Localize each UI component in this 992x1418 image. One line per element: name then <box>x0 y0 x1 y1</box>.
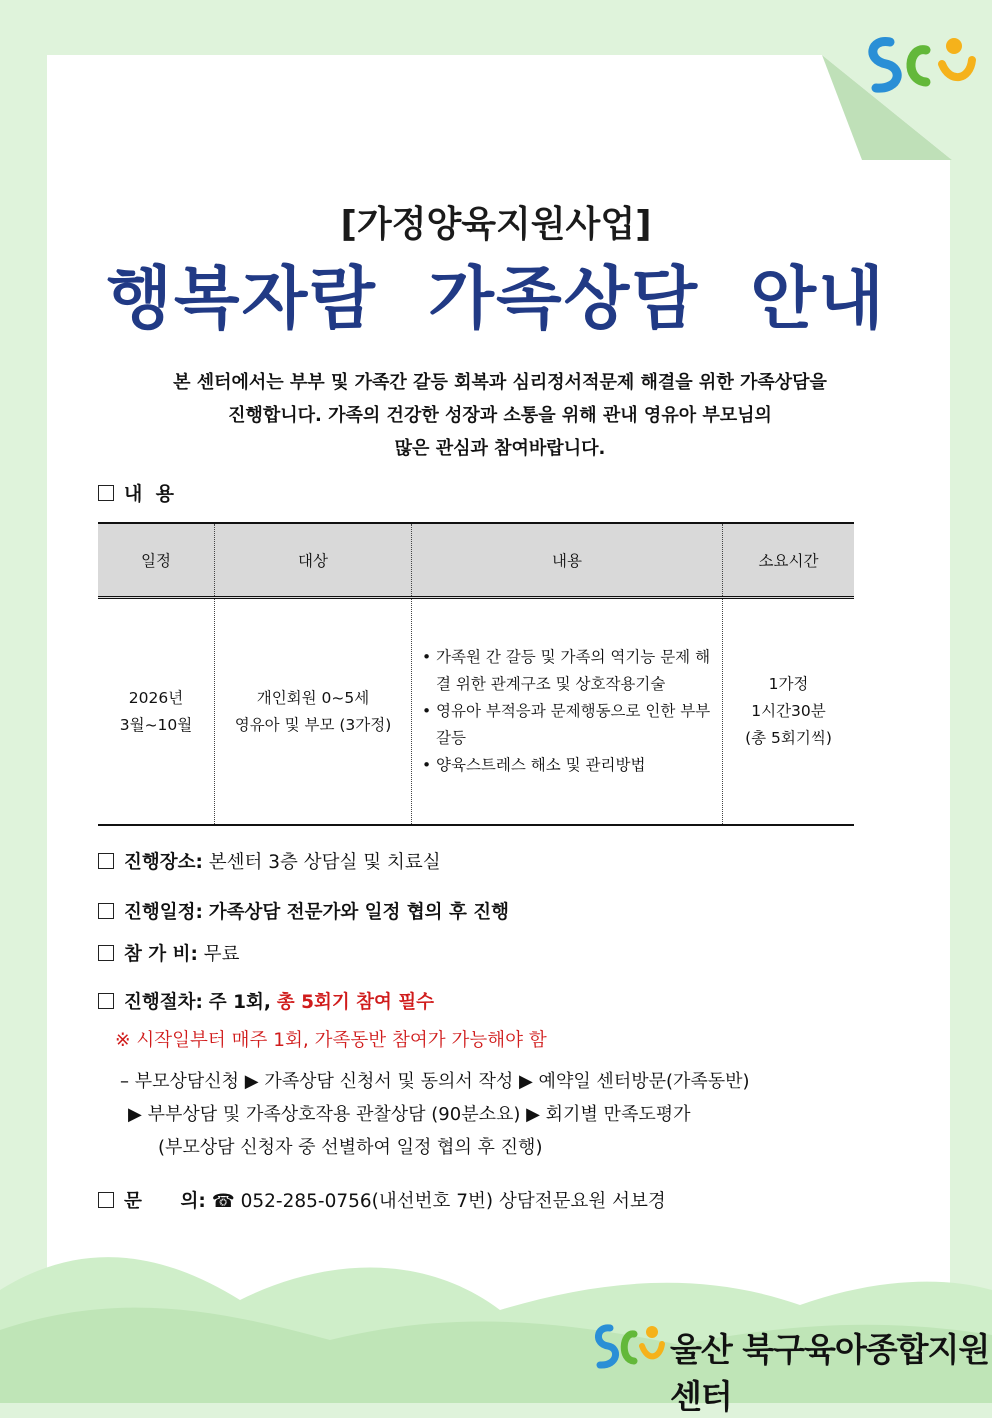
contact-label: 문 의: <box>124 1191 206 1212</box>
footer-org-name: 울산 북구육아종합지원센터 <box>670 1330 990 1416</box>
procedure-note: ※ 시작일부터 매주 1회, 가족동반 참여가 가능해야 함 <box>115 1030 547 1051</box>
procedure-value: 주 1회, <box>208 992 271 1013</box>
table-header-cell: 내용 <box>412 523 723 598</box>
list-item: • 가족원 간 갈등 및 가족의 역기능 문제 해결 위한 관계구조 및 상호작용기술 <box>436 644 716 698</box>
duration-line: 1가정 <box>768 675 809 693</box>
fee-row <box>98 940 240 966</box>
schedule-months: 3월~10월 <box>119 715 193 734</box>
table-header-row <box>98 523 854 598</box>
table-header-cell: 소요시간 <box>723 523 855 598</box>
footer-logo-icon <box>590 1320 665 1375</box>
content-cell <box>412 598 723 826</box>
program-subtitle: [가정양육지원사업] <box>340 204 652 245</box>
table-row <box>98 598 854 826</box>
checkbox-square-icon <box>98 485 114 501</box>
section-content-heading <box>98 479 174 506</box>
intro-line: 본 센터에서는 부부 및 가족간 갈등 회복과 심리정서적문제 해결을 위한 가족상담을 <box>173 372 827 393</box>
schedule-label: 진행일정: <box>124 902 203 923</box>
checkbox-square-icon <box>98 1192 114 1208</box>
target-line: 개인회원 0~5세 <box>256 688 370 707</box>
duration-line: 1시간30분 <box>751 702 826 720</box>
place-row <box>98 848 441 874</box>
list-item: • 양육스트레스 해소 및 관리방법 <box>436 752 716 779</box>
procedure-step-line: – 부모상담신청 ▶ 가족상담 신청서 및 동의서 작성 ▶ 예약일 센터방문(가족동반) <box>120 1071 750 1092</box>
fee-value: 무료 <box>203 944 240 965</box>
phone-icon: ☎ <box>211 1191 235 1212</box>
list-item: • 영유아 부적응과 문제행동으로 인한 부부갈등 <box>436 698 716 752</box>
schedule-cell <box>98 598 215 826</box>
duration-cell <box>723 598 855 826</box>
intro-paragraph <box>100 366 900 465</box>
intro-line: 진행합니다. 가족의 건강한 성장과 소통을 위해 관내 영유아 부모님의 <box>228 405 772 426</box>
target-cell <box>215 598 412 826</box>
fee-label: 참 가 비: <box>124 944 198 965</box>
contact-value: 052-285-0756(내선번호 7번) 상담전문요원 서보경 <box>240 1191 666 1212</box>
checkbox-square-icon <box>98 993 114 1009</box>
place-value: 본센터 3층 상담실 및 치료실 <box>208 852 441 873</box>
procedure-label: 진행절차: <box>124 992 203 1013</box>
schedule-table <box>98 522 854 826</box>
place-label: 진행장소: <box>124 852 203 873</box>
page-title: 행복자람 가족상담 안내 <box>106 260 886 339</box>
checkbox-square-icon <box>98 903 114 919</box>
section-label: 내 용 <box>124 483 174 505</box>
schedule-year: 2026년 <box>128 688 184 707</box>
procedure-row <box>98 988 434 1014</box>
intro-line: 많은 관심과 참여바랍니다. <box>394 438 606 459</box>
procedure-step-line: ▶ 부부상담 및 가족상호작용 관찰상담 (90분소요) ▶ 회기별 만족도평가 <box>128 1104 691 1125</box>
table-header-cell: 대상 <box>215 523 412 598</box>
duration-line: (총 5회기씩) <box>745 729 832 747</box>
center-logo-icon <box>860 30 980 100</box>
checkbox-square-icon <box>98 853 114 869</box>
procedure-step-line: (부모상담 신청자 중 선별하여 일정 협의 후 진행) <box>158 1137 543 1158</box>
schedule-value: 가족상담 전문가와 일정 협의 후 진행 <box>208 902 510 923</box>
contact-row <box>98 1187 666 1213</box>
checkbox-square-icon <box>98 945 114 961</box>
schedule-row <box>98 898 509 924</box>
target-line: 영유아 및 부모 (3가정) <box>234 715 392 734</box>
table-header-cell: 일정 <box>98 523 215 598</box>
procedure-required: 총 5회기 참여 필수 <box>276 992 435 1013</box>
